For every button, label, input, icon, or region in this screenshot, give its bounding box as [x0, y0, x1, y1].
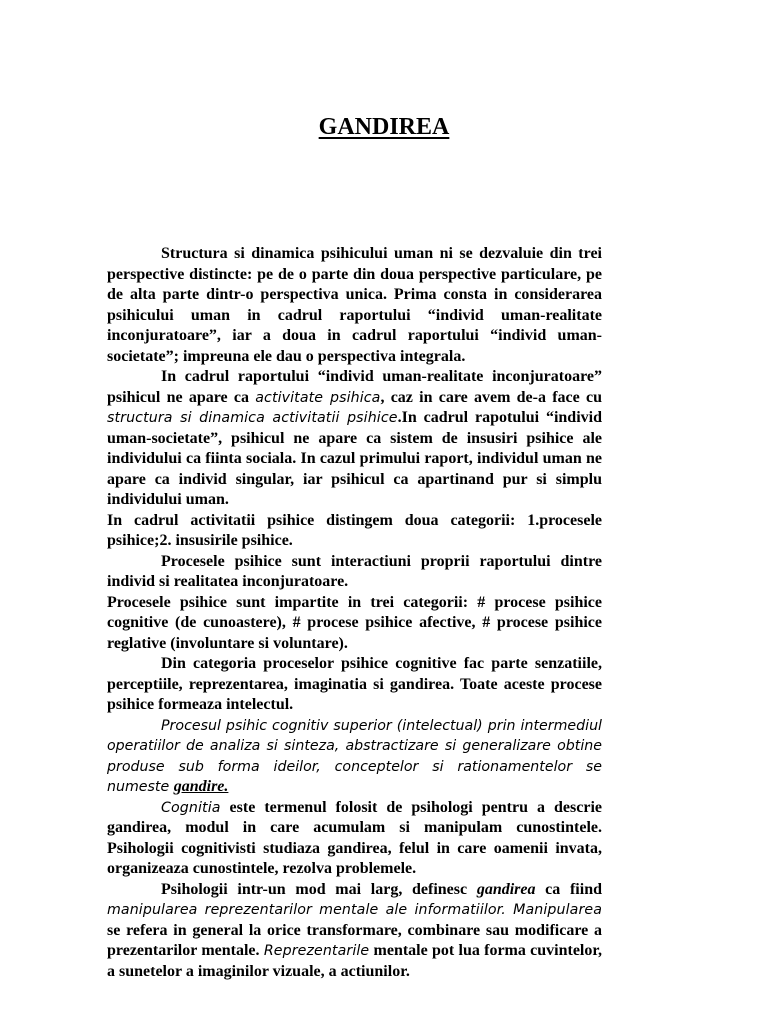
- paragraph-8-text: este termenul folosit de psihologi pentru a descrie gandirea, modul in care acumulam si manipulam cunostintele. Psihologii cognitivisti studiaza gandirea, felul in care oamenii invata, organizeaza cunostintele, rezolva problemele.: [107, 798, 602, 877]
- paragraph-9-text-d: mentale pot lua forma cuvintelor, a sunetelor a imaginilor vizuale, a actiunilor.: [107, 942, 603, 980]
- paragraph-7-term: gandire.: [173, 778, 229, 795]
- paragraph-2-text-b: , caz in care avem de-a face cu: [380, 388, 602, 406]
- paragraph-9-text-a: Psihologii intr-un mod mai larg, definesc: [161, 880, 477, 898]
- paragraph-2-text-c: .In cadrul rapotului “individ uman-societate”, psihicul ne apare ca sistem de insusiri psihice ale individului ca fiinta sociala. In cazul primului raport, individul uman ne apare ca individ singular, iar psihicul ca apartinand pur si simplu individului uman.: [107, 409, 602, 508]
- paragraph-6: Din categoria proceselor psihice cognitive fac parte senzatiile, perceptiile, reprezentarea, imaginatia si gandirea. Toate aceste procese psihice formeaza intelectul.: [107, 655, 602, 713]
- paragraph-7-text: Procesul psihic cognitiv superior (intelectual) prin intermediul operatiilor de analiza si sinteza, abstractizare si generalizare obtine produse sub forma ideilor, conceptelor si rationamentelor se numeste: [107, 717, 602, 795]
- paragraph-9-term: gandirea: [476, 880, 536, 898]
- paragraph-5: Procesele psihice sunt impartite in trei categorii: # procese psihice cognitive (de cunoastere), # procese psihice afective, # procese psihice reglative (involuntare si voluntare).: [107, 593, 602, 652]
- paragraph-8-term: Cognitia: [161, 799, 221, 816]
- paragraph-2-text-a: In cadrul raportului “individ uman-realitate inconjuratoare” psihicul ne apare ca: [107, 368, 602, 406]
- paragraph-9-italic-b: Reprezentarile: [263, 943, 370, 959]
- paragraph-9-text-b: ca fiind: [535, 880, 602, 898]
- page-title: GANDIREA: [318, 114, 450, 140]
- paragraph-2-italic-b: structura si dinamica activitatii psihice: [107, 410, 398, 426]
- paragraph-1: Structura si dinamica psihicului uman ni se dezvaluie din trei perspective distincte: pe de o parte din doua perspective particulare, pe de alta parte dintr-o perspectiva unica. Prima consta in considerarea psihicului uman in cadrul raportului “individ uman-realitate inconjuratoare”, iar a doua in cadrul raportului “individ uman-societate”; impreuna ele dau o perspectiva integrala.: [107, 245, 602, 365]
- paragraph-8: [107, 798, 602, 880]
- paragraph-9: [107, 880, 602, 983]
- document-body: [107, 244, 602, 982]
- paragraph-3: In cadrul activitatii psihice distingem doua categorii: 1.procesele psihice;2. insusirile psihice.: [107, 511, 602, 549]
- paragraph-9-italic-a: manipularea reprezentarilor mentale ale informatiilor. Manipularea: [107, 902, 602, 918]
- paragraph-2: [107, 367, 602, 511]
- paragraph-4: Procesele psihice sunt interactiuni proprii raportului dintre individ si realitatea inconjuratoare.: [107, 552, 602, 590]
- paragraph-7: [107, 716, 602, 798]
- paragraph-2-italic-a: activitate psihica: [255, 389, 381, 406]
- paragraph-9-text-c: se refera in general la orice transformare, combinare sau modificare a prezentarilor mentale.: [107, 921, 602, 959]
